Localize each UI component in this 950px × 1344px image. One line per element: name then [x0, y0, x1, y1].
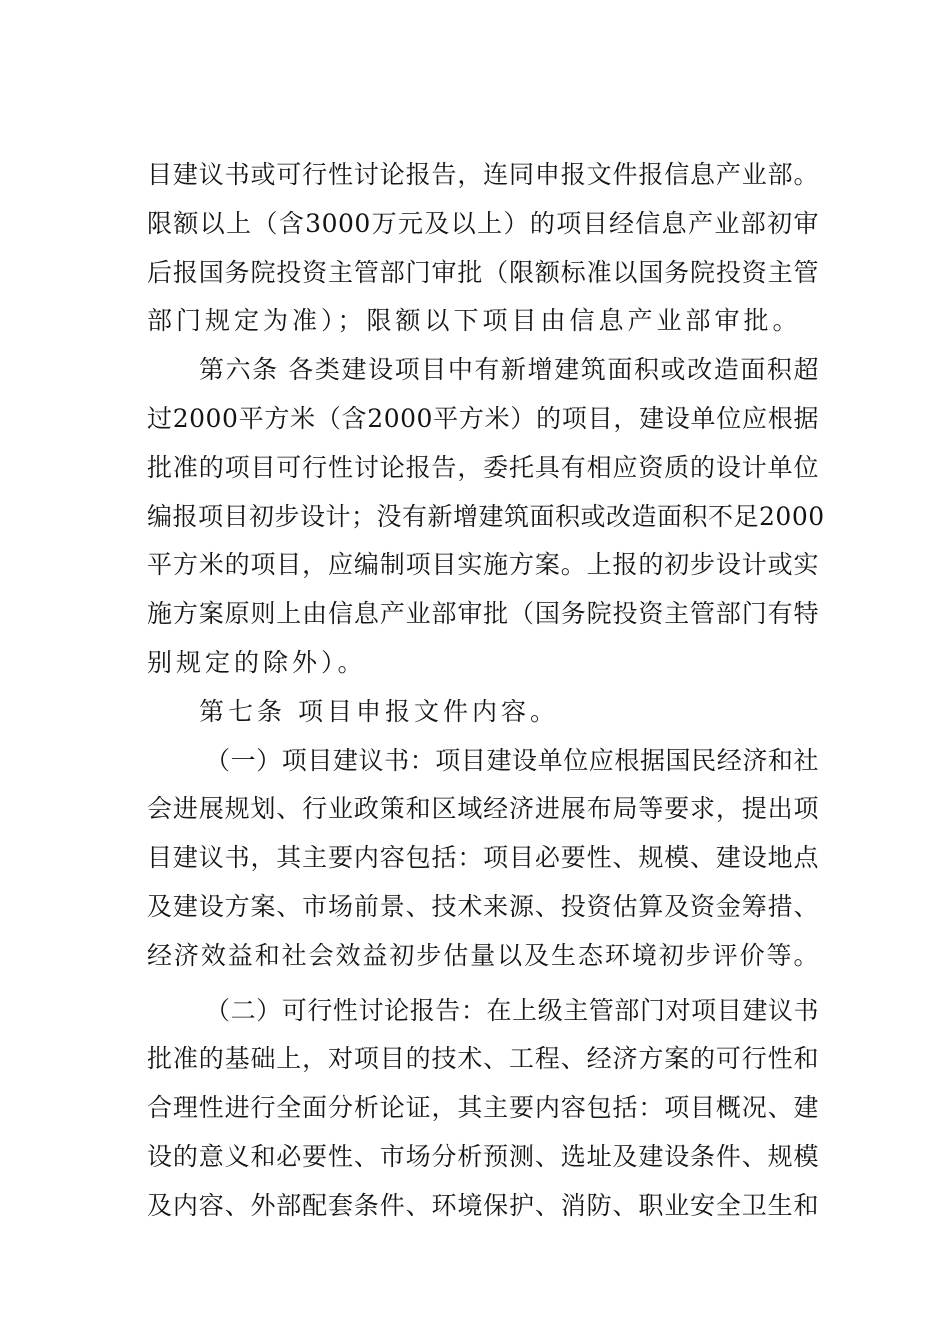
text-line: 批准的项目可行性讨论报告，委托具有相应资质的设计单位	[147, 452, 819, 482]
text-line: 会进展规划、行业政策和区域经济进展布局等要求，提出项	[147, 794, 819, 824]
text-line: 部门规定为准）；限额以下项目由信息产业部审批。	[147, 306, 802, 336]
text-line: 目建议书，其主要内容包括：项目必要性、规模、建设地点	[147, 843, 819, 873]
document-body	[147, 151, 825, 1231]
text-line: 及建设方案、市场前景、技术来源、投资估算及资金筹措、	[147, 891, 819, 921]
text-line: 合理性进行全面分析论证，其主要内容包括：项目概况、建	[147, 1093, 819, 1123]
text-line: 平方米的项目，应编制项目实施方案。上报的初步设计或实	[147, 550, 819, 580]
text-line: 批准的基础上，对项目的技术、工程、经济方案的可行性和	[147, 1044, 819, 1074]
text-line: 限额以上（含3000万元及以上）的项目经信息产业部初审	[147, 208, 819, 238]
text-line: 设的意义和必要性、市场分析预测、选址及建设条件、规模	[147, 1141, 819, 1171]
text-line: 编报项目初步设计；没有新增建筑面积或改造面积不足2000	[147, 501, 825, 531]
article-7-heading-line: 第七条 项目申报文件内容。	[199, 696, 559, 726]
text-line: 目建议书或可行性讨论报告，连同申报文件报信息产业部。	[147, 160, 819, 189]
text-line: 过2000平方米（含2000平方米）的项目，建设单位应根据	[147, 403, 819, 433]
item-1-heading-line: （一）项目建议书：项目建设单位应根据国民经济和社	[205, 745, 819, 775]
text-line: 施方案原则上由信息产业部审批（国务院投资主管部门有特	[147, 599, 819, 629]
text-line: 及内容、外部配套条件、环境保护、消防、职业安全卫生和	[147, 1190, 819, 1220]
text-line: 经济效益和社会效益初步估量以及生态环境初步评价等。	[147, 940, 819, 970]
article-6-heading-line: 第六条 各类建设项目中有新增建筑面积或改造面积超	[199, 355, 819, 385]
item-2-heading-line: （二）可行性讨论报告：在上级主管部门对项目建议书	[205, 995, 819, 1025]
text-line: 别规定的除外）。	[147, 647, 367, 677]
text-line: 后报国务院投资主管部门审批（限额标准以国务院投资主管	[147, 257, 819, 287]
